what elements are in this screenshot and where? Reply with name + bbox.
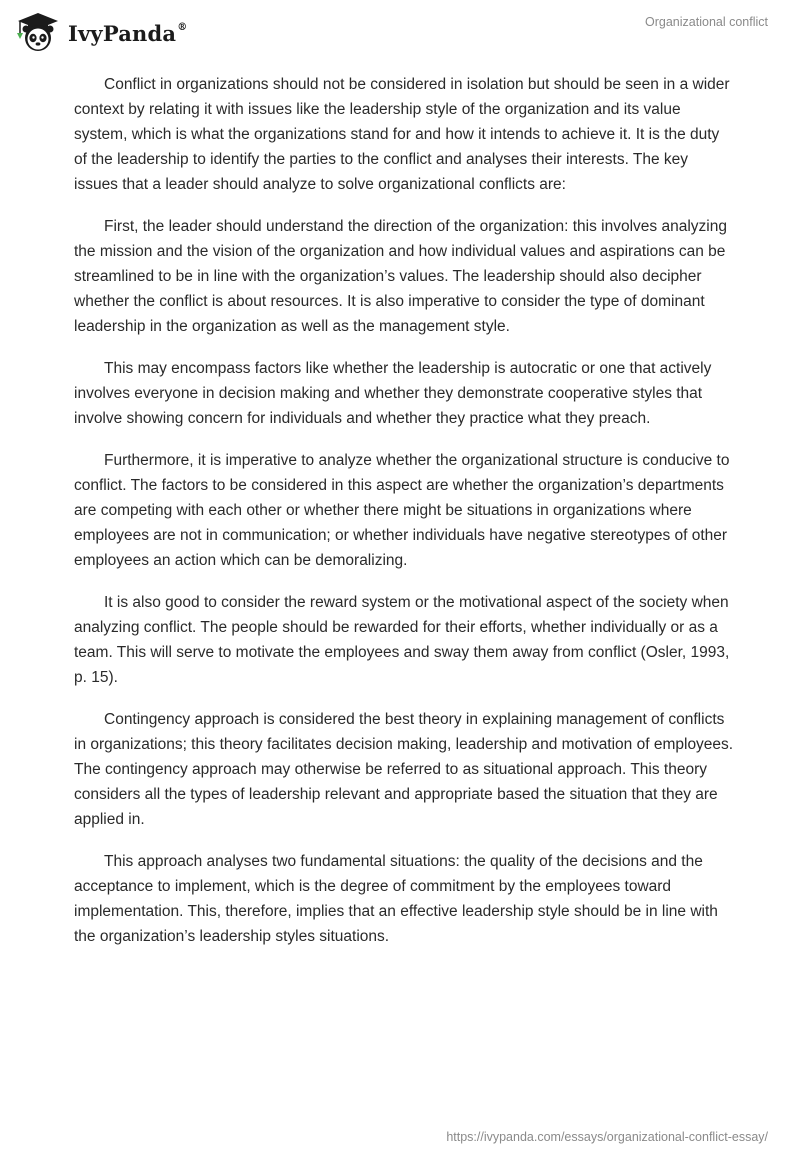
paragraph-2: First, the leader should understand the direction of the organization: this involves analyzing the mission and the vision of the organization and how individual values and aspirations can be streamlined to be in line with the organization’s values. The leadership should also decipher whether the conflict is about resources. It is also imperative to consider the type of dominant leadership in the organization as well as the management style. [74,218,727,335]
paragraph-6: Contingency approach is considered the best theory in explaining management of conflicts in organizations; this theory facilitates decision making, leadership and motivation of employees. The contingency approach may otherwise be referred to as situational approach. This theory considers all the types of leadership relevant and appropriate based the situation that they are applied in. [74,711,734,828]
paragraph-3: This may encompass factors like whether the leadership is autocratic or one that actively involves everyone in decision making and whether they demonstrate cooperative styles that involve showing concern for individuals and whether they practice what they preach. [74,360,712,427]
essay-body [74,72,734,966]
document-title: Organizational conflict [645,15,768,29]
ivypanda-logo[interactable] [14,10,187,54]
source-url[interactable]: https://ivypanda.com/essays/organizational-conflict-essay/ [446,1130,768,1144]
paragraph-4: Furthermore, it is imperative to analyze whether the organizational structure is conducive to conflict. The factors to be considered in this aspect are whether the organization’s departments are competing with each other or whether there might be situations in organizations where employees are not in communication; or whether individuals have negative stereotypes of other employees an action which can be demoralizing. [74,452,730,569]
page-header [0,0,800,60]
registered-mark: ® [177,21,188,33]
paragraph-1: Conflict in organizations should not be considered in isolation but should be seen in a wider context by relating it with issues like the leadership style of the organization and its value system, which is what the organizations stand for and how it intends to achieve it. It is the duty of the leadership to identify the parties to the conflict and analyses their interests. The key issues that a leader should analyze to solve organizational conflicts are: [74,76,730,193]
panda-graduate-icon [14,11,62,53]
paragraph-7: This approach analyses two fundamental situations: the quality of the decisions and the acceptance to implement, which is the degree of commitment by the employees toward implementation. This, therefore, implies that an effective leadership style should be in line with the organization’s leadership styles situations. [74,853,718,945]
paragraph-5: It is also good to consider the reward system or the motivational aspect of the society when analyzing conflict. The people should be rewarded for their efforts, whether individually or as a team. This will serve to motivate the employees and sway them away from conflict (Osler, 1993, p. 15). [74,594,730,686]
brand-name: IvyPanda® [68,20,188,46]
